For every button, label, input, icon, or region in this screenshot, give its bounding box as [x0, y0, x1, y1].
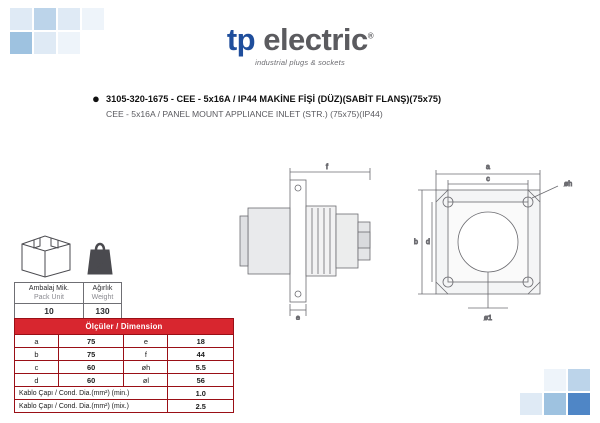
brand-name-secondary: electric [263, 22, 368, 57]
cond-dia-min-label: Kablo Çapı / Cond. Dia.(mm²) (min.) [15, 387, 168, 400]
table-row [15, 348, 234, 361]
registered-mark: ® [367, 31, 374, 41]
decor-square [568, 369, 590, 391]
dim-label-d: d [426, 239, 430, 246]
dim-key: f [124, 348, 168, 361]
decor-square [10, 8, 32, 30]
front-view-drawing [408, 160, 588, 325]
carton-box-icon [18, 228, 74, 278]
weight-label-en: Weight [83, 293, 121, 304]
dim-value: 60 [58, 361, 123, 374]
weight-label-tr: Ağırlık [83, 283, 121, 294]
dim-key: d [15, 374, 59, 387]
cond-dia-min-value: 1.0 [168, 387, 234, 400]
weight-icon [86, 230, 114, 278]
dim-value: 44 [168, 348, 234, 361]
dimension-table [14, 318, 234, 413]
decor-square [568, 393, 590, 415]
dim-value: 75 [58, 348, 123, 361]
dim-label-e: e [296, 315, 300, 320]
pack-unit-label-tr: Ambalaj Mik. [15, 283, 84, 294]
product-title-en: CEE - 5x16A / PANEL MOUNT APPLIANCE INLET (STR.) (75x75)(IP44) [106, 109, 383, 119]
decor-square [34, 32, 56, 54]
side-view-drawing [228, 160, 398, 320]
dim-key: a [15, 335, 59, 348]
dim-value: 56 [168, 374, 234, 387]
dim-label-ol: ø1 [483, 315, 493, 322]
svg-text:gr: gr [96, 260, 104, 269]
pack-table [14, 282, 122, 319]
dim-value: 75 [58, 335, 123, 348]
brand-name-primary: tp [226, 22, 256, 57]
dim-label-oh: øh [564, 181, 573, 188]
dim-key: c [15, 361, 59, 374]
dimension-table-header: Ölçüler / Dimension [15, 319, 234, 335]
table-row [15, 361, 234, 374]
decor-square [58, 8, 80, 30]
pack-unit-label-en: Pack Unit [15, 293, 84, 304]
product-title-tr: 3105-320-1675 - CEE - 5x16A / IP44 MAKİNE FİŞİ (DÜZ)(SABİT FLANŞ)(75x75) [106, 94, 442, 104]
decor-square [10, 32, 32, 54]
dimension-table-block [14, 318, 234, 413]
table-row [15, 335, 234, 348]
brand-tagline: industrial plugs & sockets [255, 58, 345, 67]
table-row [15, 400, 234, 413]
dim-key: øl [124, 374, 168, 387]
decor-square [520, 393, 542, 415]
dim-key: b [15, 348, 59, 361]
decor-square [58, 32, 80, 54]
table-row [15, 387, 234, 400]
brand-logo [227, 24, 373, 67]
decor-square [544, 369, 566, 391]
bullet-icon: ● [92, 91, 100, 106]
pack-unit-value: 10 [15, 304, 84, 319]
product-title-block [92, 92, 512, 121]
dim-label-f: f [326, 164, 328, 171]
dim-label-c: c [486, 176, 490, 183]
decor-square [544, 393, 566, 415]
dim-value: 60 [58, 374, 123, 387]
dim-value: 5.5 [168, 361, 234, 374]
table-row [15, 374, 234, 387]
decor-square [82, 8, 104, 30]
dim-label-b: b [414, 239, 418, 246]
cond-dia-max-label: Kablo Çapı / Cond. Dia.(mm²) (mix.) [15, 400, 168, 413]
dim-value: 18 [168, 335, 234, 348]
dim-key: e [124, 335, 168, 348]
cond-dia-max-value: 2.5 [168, 400, 234, 413]
weight-value: 130 [83, 304, 121, 319]
dim-label-a: a [486, 164, 490, 171]
decor-square [34, 8, 56, 30]
dim-key: øh [124, 361, 168, 374]
pack-info-block [14, 228, 122, 319]
